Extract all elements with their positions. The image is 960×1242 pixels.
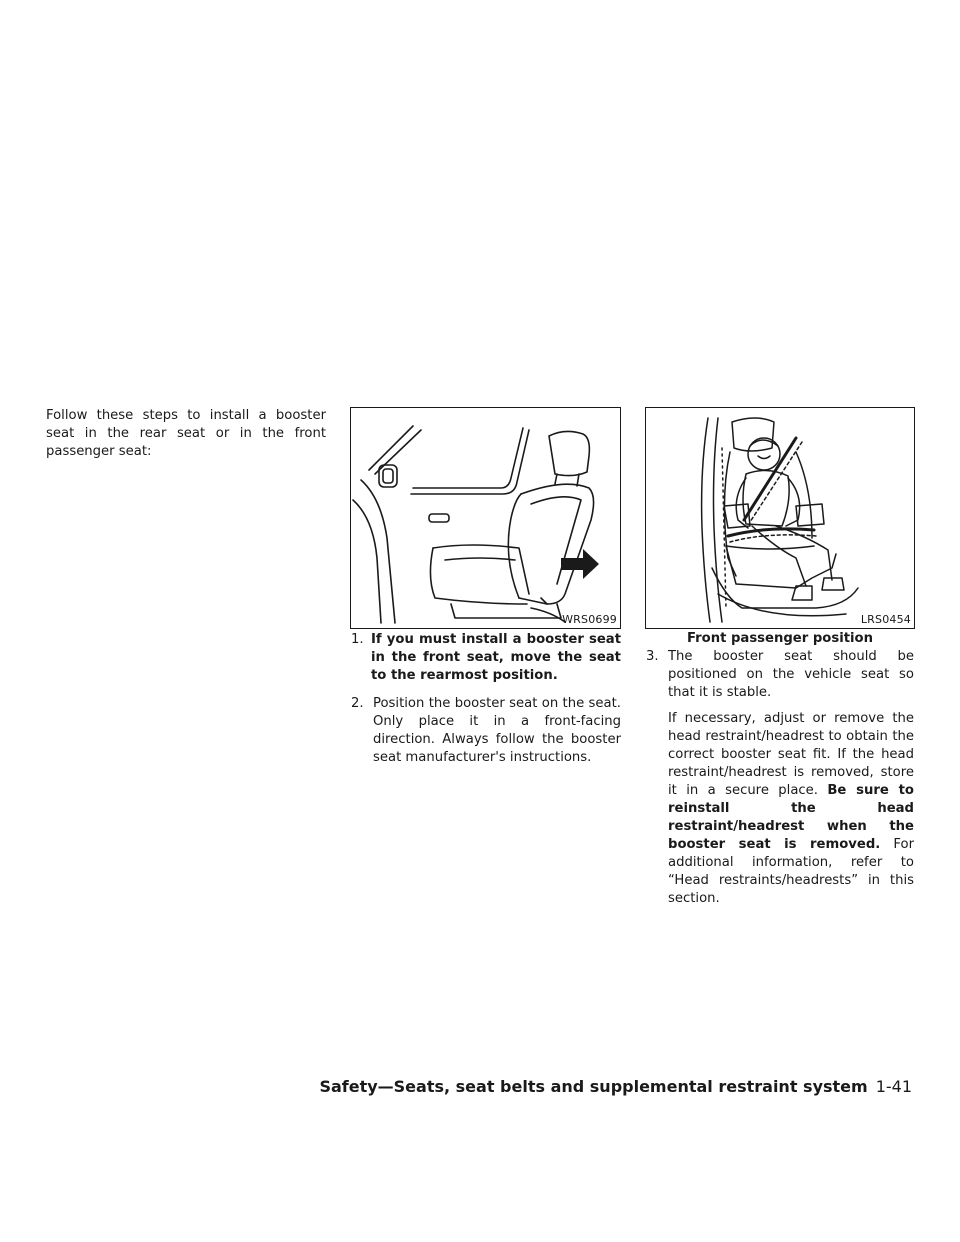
figure1-code: WRS0699 (562, 613, 617, 626)
detail-text-1: If necessary, adjust or remove the head restraint/headrest to obtain the correct booster seat fit. If the head restraint/headrest is removed, store it in a secure place. (668, 711, 914, 798)
step-number: 3. (646, 649, 659, 664)
step-2 (351, 695, 621, 767)
page-number: 1-41 (875, 1077, 912, 1096)
steps-column-1 (351, 631, 621, 777)
step-text: If you must install a booster seat in the front seat, move the seat to the rearmost position. (371, 632, 621, 683)
step-1 (351, 631, 621, 685)
intro-text: Follow these steps to install a booster seat in the rear seat or in the front passenger seat: (46, 408, 326, 459)
figure2-caption: Front passenger position (686, 631, 873, 646)
figure2-code: LRS0454 (860, 613, 911, 626)
step-3-detail (668, 710, 914, 908)
figure-front-seat (350, 407, 621, 629)
figure-booster-seat (645, 407, 915, 629)
booster-seat-illustration (646, 408, 914, 628)
step-number: 1. (351, 632, 364, 647)
detail-warning: Be sure to reinstall the head restraint/headrest when the booster seat is removed. (668, 783, 914, 852)
steps-column-2 (646, 648, 914, 908)
step-3 (646, 648, 914, 702)
detail-text-2: For additional information, refer to “Head restraints/headrests” in this section. (668, 837, 914, 906)
step-text: Position the booster seat on the seat. Only place it in a front-facing direction. Always follow the booster seat manufacturer's instructions. (373, 696, 621, 765)
page-footer (319, 1077, 912, 1096)
step-text: The booster seat should be positioned on the vehicle seat so that it is stable. (668, 649, 914, 700)
front-seat-illustration (351, 408, 620, 628)
footer-section-title: Safety—Seats, seat belts and supplemental restraint system (319, 1077, 868, 1096)
step-number: 2. (351, 696, 364, 711)
